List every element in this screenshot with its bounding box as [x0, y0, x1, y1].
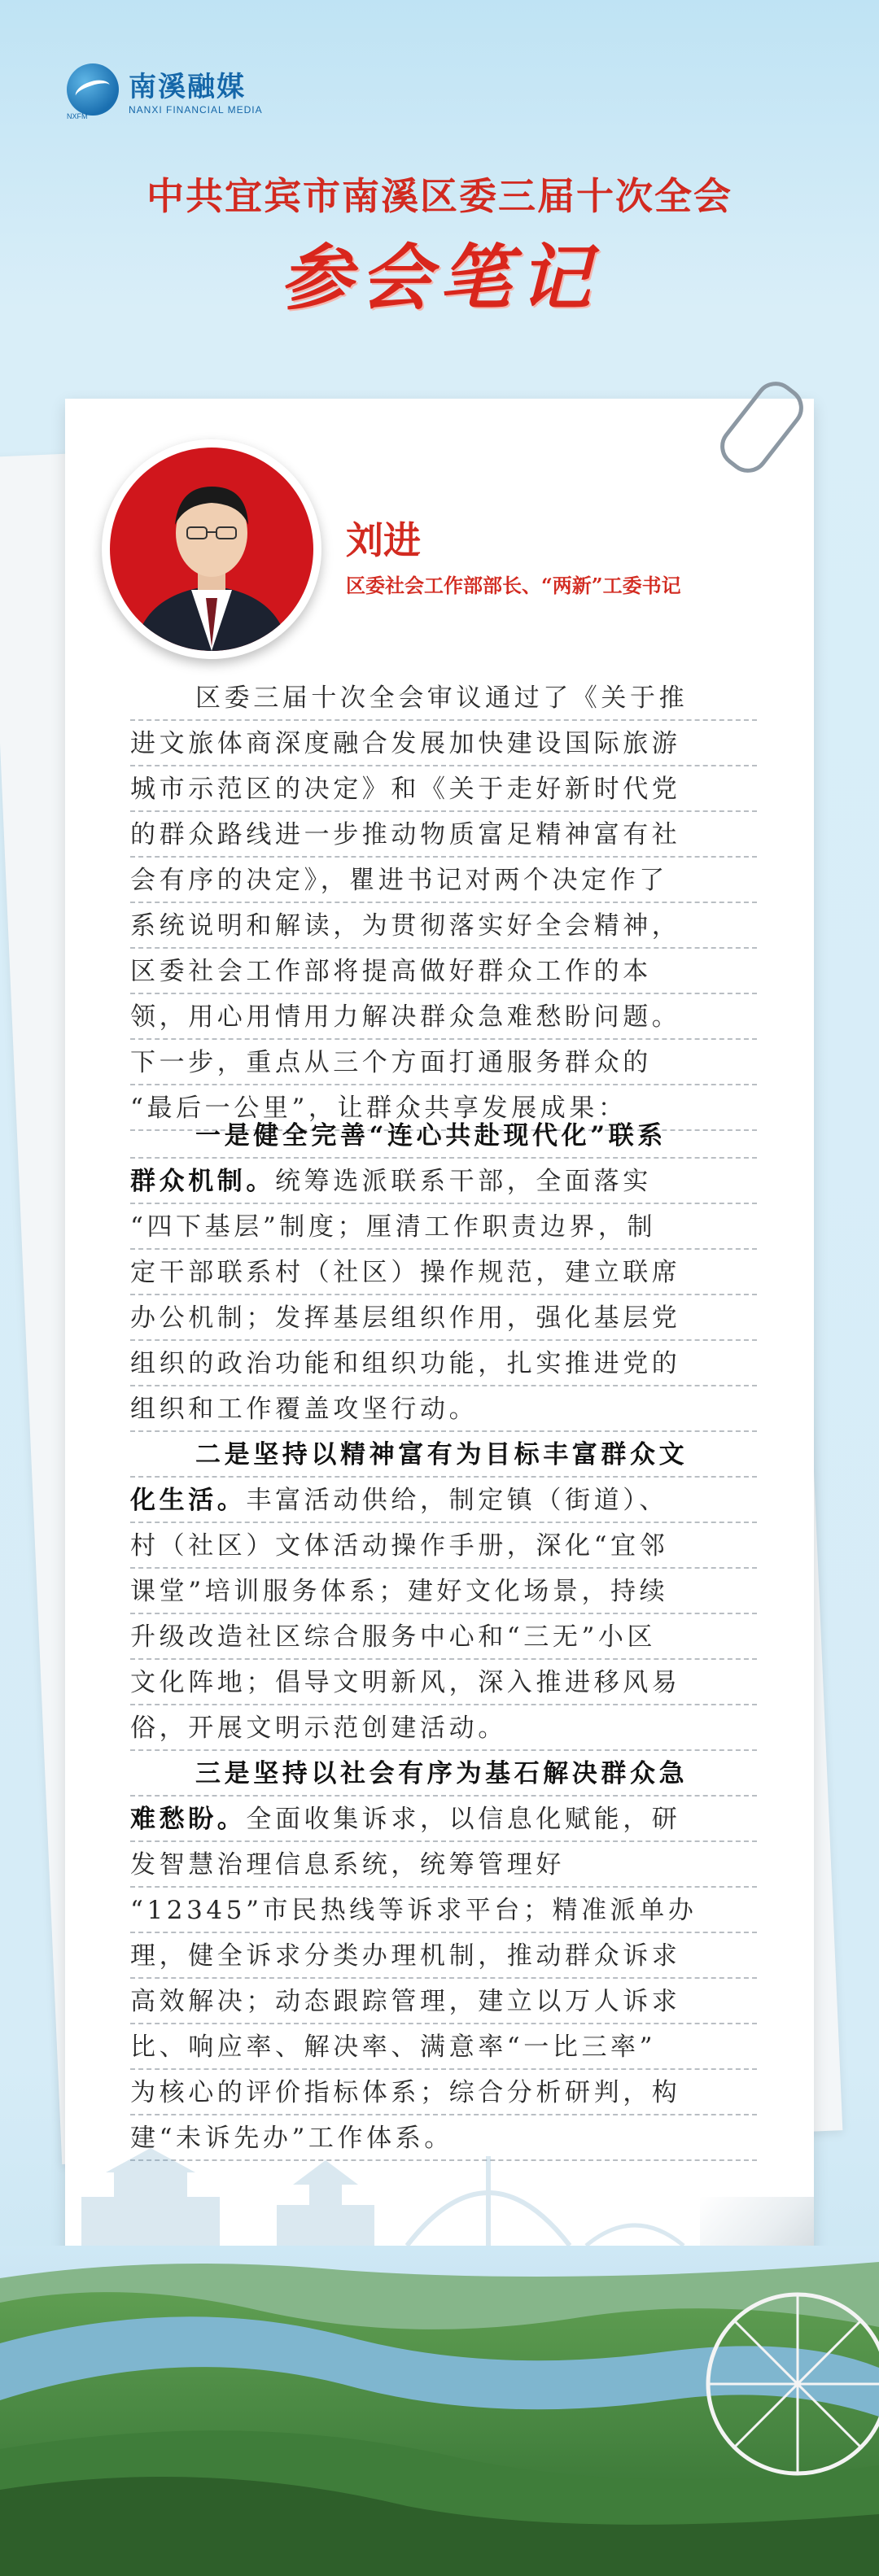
brand-mark-text: NXFM [67, 112, 88, 120]
text-line: 建“未诉先办”工作体系。 [130, 2115, 757, 2161]
text-line: 的群众路线进一步推动物质富足精神富有社 [130, 812, 757, 858]
text-line: 课堂”培训服务体系；建好文化场景，持续 [130, 1569, 757, 1614]
article-paragraph-2 [130, 1113, 757, 1432]
text-line: 区委三届十次全会审议通过了《关于推 [130, 675, 757, 721]
article-paragraph-4 [130, 1751, 757, 2161]
text-line: 区委社会工作部将提高做好群众工作的本 [130, 949, 757, 994]
text-line: 难愁盼。全面收集诉求，以信息化赋能，研 [130, 1797, 757, 1842]
text-line: “最后一公里”，让群众共享发展成果： [130, 1085, 757, 1131]
skyline-watermark [65, 2107, 814, 2246]
text-line: 下一步，重点从三个方面打通服务群众的 [130, 1040, 757, 1085]
profile-name: 刘进 [346, 518, 421, 562]
text-line: 领，用心用情用力解决群众急难愁盼问题。 [130, 994, 757, 1040]
text-line: 系统说明和解读，为贯彻落实好全会精神， [130, 903, 757, 949]
article-paragraph-3 [130, 1432, 757, 1751]
text-line: 会有序的决定》，瞿进书记对两个决定作了 [130, 858, 757, 903]
text-line: 办公机制；发挥基层组织作用，强化基层党 [130, 1295, 757, 1341]
profile-avatar [102, 439, 321, 659]
brand-logo [67, 63, 263, 116]
page-title: 参会笔记 [279, 235, 599, 320]
text-line: 组织和工作覆盖攻坚行动。 [130, 1386, 757, 1432]
text-line: 进文旅体商深度融合发展加快建设国际旅游 [130, 721, 757, 766]
text-line: 三是坚持以社会有序为基石解决群众急 [130, 1751, 757, 1797]
text-line: 比、响应率、解决率、满意率“一比三率” [130, 2024, 757, 2070]
landscape-image [0, 2246, 879, 2576]
text-line: 村（社区）文体活动操作手册，深化“宜邻 [130, 1523, 757, 1569]
profile-role: 区委社会工作部部长、“两新”工委书记 [346, 574, 681, 597]
portrait-image [110, 448, 313, 651]
text-line: 为核心的评价指标体系；综合分析研判，构 [130, 2070, 757, 2115]
text-line: “12345”市民热线等诉求平台；精准派单办 [130, 1888, 757, 1933]
page-headline: 中共宜宾市南溪区委三届十次全会 [146, 174, 732, 218]
brand-logo-icon [67, 63, 119, 116]
text-line: 化生活。丰富活动供给，制定镇（街道）、 [130, 1478, 757, 1523]
text-line: “四下基层”制度；厘清工作职责边界，制 [130, 1204, 757, 1250]
article-paragraph-1 [130, 675, 757, 1131]
text-line: 发智慧治理信息系统，统筹管理好 [130, 1842, 757, 1888]
text-line: 二是坚持以精神富有为目标丰富群众文 [130, 1432, 757, 1478]
text-line: 组织的政治功能和组织功能，扎实推进党的 [130, 1341, 757, 1386]
text-line: 定干部联系村（社区）操作规范，建立联席 [130, 1250, 757, 1295]
text-line: 一是健全完善“连心共赴现代化”联系 [130, 1113, 757, 1159]
text-line: 俗，开展文明示范创建活动。 [130, 1705, 757, 1751]
brand-name-en: NANXI FINANCIAL MEDIA [129, 103, 263, 116]
text-line: 群众机制。统筹选派联系干部，全面落实 [130, 1159, 757, 1204]
text-line: 理，健全诉求分类办理机制，推动群众诉求 [130, 1933, 757, 1979]
text-line: 升级改造社区综合服务中心和“三无”小区 [130, 1614, 757, 1660]
brand-name: 南溪融媒 [129, 70, 246, 103]
text-line: 文化阵地；倡导文明新风，深入推进移风易 [130, 1660, 757, 1705]
text-line: 高效解决；动态跟踪管理，建立以万人诉求 [130, 1979, 757, 2024]
text-line: 城市示范区的决定》和《关于走好新时代党 [130, 766, 757, 812]
